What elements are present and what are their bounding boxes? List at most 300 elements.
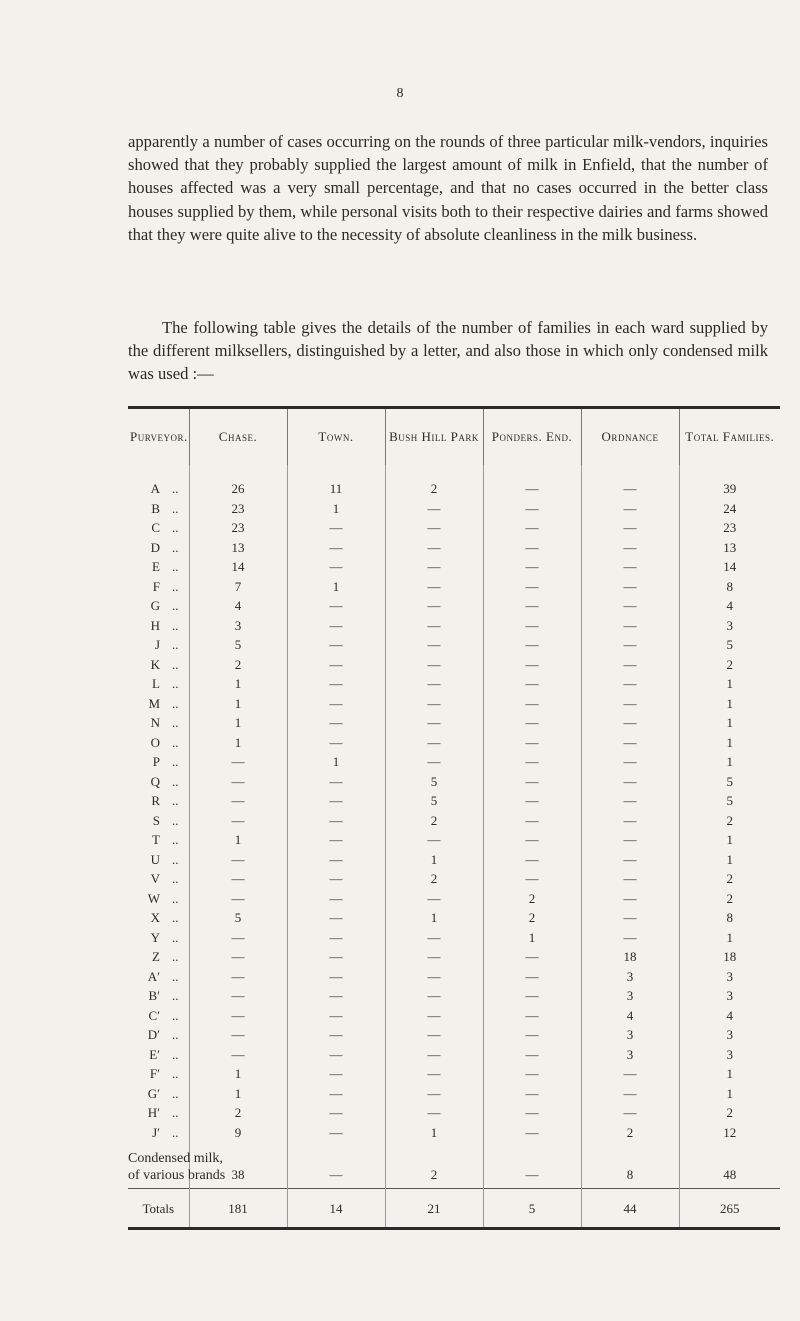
- value-cell: —: [385, 557, 483, 577]
- value-cell: —: [189, 850, 287, 870]
- value-cell: 3: [679, 1045, 780, 1065]
- value-cell: —: [581, 1103, 679, 1123]
- purveyor-letter: J′: [152, 1124, 160, 1140]
- value-cell: 2: [679, 869, 780, 889]
- leader-dots: ..: [172, 1007, 179, 1023]
- purveyor-letter: J: [154, 637, 160, 653]
- leader-dots: ..: [172, 793, 179, 809]
- leader-dots: ..: [172, 559, 179, 575]
- purveyor-cell: [128, 967, 189, 987]
- value-cell: —: [287, 772, 385, 792]
- value-cell: —: [189, 889, 287, 909]
- value-cell: —: [385, 947, 483, 967]
- value-cell: —: [287, 694, 385, 714]
- value-cell: 1: [287, 499, 385, 519]
- value-cell: —: [483, 557, 581, 577]
- purveyor-cell: [128, 869, 189, 889]
- value-cell: 2: [679, 889, 780, 909]
- table-row: [128, 947, 780, 967]
- total-cell: 44: [581, 1189, 679, 1228]
- value-cell: —: [483, 1084, 581, 1104]
- value-cell: 5: [189, 908, 287, 928]
- leader-dots: ..: [172, 656, 179, 672]
- table-body: [128, 465, 780, 1227]
- value-cell: 8: [581, 1142, 679, 1189]
- value-cell: —: [287, 1123, 385, 1143]
- value-cell: —: [483, 752, 581, 772]
- table-row: [128, 850, 780, 870]
- table-row: [128, 811, 780, 831]
- value-cell: 1: [189, 713, 287, 733]
- value-cell: —: [189, 772, 287, 792]
- value-cell: 1: [679, 928, 780, 948]
- leader-dots: ..: [172, 481, 179, 497]
- purveyor-letter: V: [150, 871, 160, 887]
- value-cell: —: [581, 655, 679, 675]
- value-cell: 5: [385, 772, 483, 792]
- value-cell: —: [483, 811, 581, 831]
- leader-dots: ..: [172, 1105, 179, 1121]
- value-cell: —: [581, 733, 679, 753]
- milk-purveyor-table: [128, 406, 780, 1230]
- value-cell: 4: [679, 596, 780, 616]
- purveyor-cell: [128, 1084, 189, 1104]
- value-cell: —: [581, 811, 679, 831]
- purveyor-letter: A: [150, 481, 160, 497]
- value-cell: 9: [189, 1123, 287, 1143]
- value-cell: 3: [581, 986, 679, 1006]
- leader-dots: ..: [172, 929, 179, 945]
- value-cell: —: [287, 674, 385, 694]
- value-cell: 2: [385, 465, 483, 499]
- purveyor-letter: A′: [147, 968, 160, 984]
- purveyor-letter: M: [148, 695, 160, 711]
- value-cell: —: [287, 986, 385, 1006]
- value-cell: —: [287, 1025, 385, 1045]
- purveyor-cell: [128, 830, 189, 850]
- purveyor-letter: Q: [150, 773, 160, 789]
- purveyor-cell: [128, 518, 189, 538]
- header-chase: Chase.: [189, 409, 287, 465]
- value-cell: —: [287, 889, 385, 909]
- value-cell: —: [581, 713, 679, 733]
- total-cell: 5: [483, 1189, 581, 1228]
- value-cell: —: [385, 674, 483, 694]
- value-cell: 1: [679, 752, 780, 772]
- leader-dots: ..: [172, 832, 179, 848]
- value-cell: —: [581, 635, 679, 655]
- leader-dots: ..: [172, 676, 179, 692]
- value-cell: —: [287, 1084, 385, 1104]
- value-cell: —: [287, 791, 385, 811]
- value-cell: —: [385, 1064, 483, 1084]
- table-row: [128, 772, 780, 792]
- value-cell: 5: [189, 635, 287, 655]
- table-header-row: [128, 409, 780, 465]
- table-row: [128, 538, 780, 558]
- leader-dots: ..: [172, 695, 179, 711]
- value-cell: —: [581, 889, 679, 909]
- value-cell: 2: [189, 1103, 287, 1123]
- value-cell: —: [189, 869, 287, 889]
- value-cell: —: [189, 947, 287, 967]
- value-cell: —: [287, 1006, 385, 1026]
- purveyor-letter: F′: [149, 1066, 160, 1082]
- table-row: [128, 986, 780, 1006]
- value-cell: 3: [679, 967, 780, 987]
- purveyor-cell: [128, 635, 189, 655]
- table-row: [128, 694, 780, 714]
- value-cell: 5: [679, 772, 780, 792]
- leader-dots: ..: [172, 890, 179, 906]
- paragraph-1: apparently a number of cases occurring on the rounds of three particular milk-vendors, inquiries showed that they probably supplied the largest amount of milk in Enfield, that the number of houses affected was a very small percentage, and that no cases occurred in the better class houses supplied by them, while personal visits both to their respective dairies and farms showed that they were quite alive to the necessity of absolute cleanliness in the milk business.: [128, 132, 768, 244]
- value-cell: —: [287, 1064, 385, 1084]
- value-cell: —: [581, 518, 679, 538]
- value-cell: 7: [189, 577, 287, 597]
- value-cell: 4: [679, 1006, 780, 1026]
- value-cell: 1: [679, 1084, 780, 1104]
- purveyor-letter: D: [150, 539, 160, 555]
- value-cell: 23: [189, 499, 287, 519]
- table-row: [128, 791, 780, 811]
- value-cell: 1: [679, 1064, 780, 1084]
- value-cell: —: [385, 577, 483, 597]
- purveyor-cell: [128, 655, 189, 675]
- value-cell: 1: [679, 733, 780, 753]
- value-cell: —: [581, 674, 679, 694]
- table-row: [128, 713, 780, 733]
- table-row: [128, 1103, 780, 1123]
- purveyor-letter: C: [151, 520, 160, 536]
- purveyor-letter: U: [150, 851, 160, 867]
- condensed-milk-row: [128, 1142, 780, 1189]
- value-cell: 5: [385, 791, 483, 811]
- total-cell: 21: [385, 1189, 483, 1228]
- purveyor-cell: [128, 811, 189, 831]
- value-cell: 3: [679, 986, 780, 1006]
- value-cell: 2: [581, 1123, 679, 1143]
- value-cell: —: [483, 616, 581, 636]
- value-cell: —: [287, 1142, 385, 1189]
- purveyor-letter: S: [152, 812, 160, 828]
- purveyor-letter: P: [152, 754, 160, 770]
- value-cell: 1: [679, 713, 780, 733]
- value-cell: 2: [189, 655, 287, 675]
- table-row: [128, 1045, 780, 1065]
- totals-label: Totals: [128, 1189, 189, 1228]
- value-cell: —: [385, 1045, 483, 1065]
- leader-dots: ..: [172, 812, 179, 828]
- value-cell: —: [385, 518, 483, 538]
- value-cell: 48: [679, 1142, 780, 1189]
- value-cell: —: [287, 538, 385, 558]
- value-cell: 3: [581, 1025, 679, 1045]
- value-cell: —: [287, 947, 385, 967]
- leader-dots: ..: [172, 773, 179, 789]
- value-cell: —: [581, 772, 679, 792]
- purveyor-letter: H: [150, 617, 160, 633]
- value-cell: —: [385, 889, 483, 909]
- value-cell: 3: [189, 616, 287, 636]
- value-cell: —: [385, 1103, 483, 1123]
- table-row: [128, 967, 780, 987]
- value-cell: —: [189, 967, 287, 987]
- table-row: [128, 869, 780, 889]
- leader-dots: ..: [172, 1066, 179, 1082]
- value-cell: —: [189, 791, 287, 811]
- table-row: [128, 518, 780, 538]
- purveyor-cell: [128, 499, 189, 519]
- value-cell: —: [483, 1045, 581, 1065]
- value-cell: —: [385, 655, 483, 675]
- value-cell: —: [581, 928, 679, 948]
- value-cell: 1: [679, 674, 780, 694]
- value-cell: 1: [287, 577, 385, 597]
- condensed-label-line-2: of various brands: [128, 1168, 226, 1183]
- leader-dots: ..: [172, 637, 179, 653]
- value-cell: —: [385, 752, 483, 772]
- totals-row: [128, 1189, 780, 1228]
- value-cell: —: [385, 830, 483, 850]
- value-cell: —: [385, 713, 483, 733]
- purveyor-cell: [128, 772, 189, 792]
- value-cell: —: [483, 596, 581, 616]
- purveyor-cell: [128, 947, 189, 967]
- table-row: [128, 616, 780, 636]
- purveyor-cell: [128, 596, 189, 616]
- purveyor-letter: O: [150, 734, 160, 750]
- value-cell: 2: [483, 908, 581, 928]
- header-purveyor: Purveyor.: [130, 429, 188, 444]
- leader-dots: ..: [172, 520, 179, 536]
- value-cell: —: [189, 1045, 287, 1065]
- value-cell: —: [483, 733, 581, 753]
- table-row: [128, 889, 780, 909]
- value-cell: 8: [679, 577, 780, 597]
- value-cell: —: [189, 811, 287, 831]
- value-cell: —: [385, 986, 483, 1006]
- value-cell: —: [385, 928, 483, 948]
- value-cell: 11: [287, 465, 385, 499]
- purveyor-letter: E′: [149, 1046, 160, 1062]
- value-cell: —: [385, 499, 483, 519]
- value-cell: —: [189, 1025, 287, 1045]
- value-cell: —: [483, 1006, 581, 1026]
- value-cell: —: [287, 850, 385, 870]
- value-cell: 2: [385, 869, 483, 889]
- table-row: [128, 655, 780, 675]
- page-number: 8: [396, 86, 404, 101]
- purveyor-cell: [128, 986, 189, 1006]
- value-cell: —: [581, 577, 679, 597]
- value-cell: —: [483, 830, 581, 850]
- value-cell: —: [483, 499, 581, 519]
- value-cell: —: [287, 967, 385, 987]
- table-row: [128, 1123, 780, 1143]
- value-cell: 18: [581, 947, 679, 967]
- table-row: [128, 596, 780, 616]
- purveyor-cell: [128, 850, 189, 870]
- table-row: [128, 1064, 780, 1084]
- leader-dots: ..: [172, 949, 179, 965]
- header-ponders-end: Ponders. End.: [483, 409, 581, 465]
- table-row: [128, 557, 780, 577]
- value-cell: —: [385, 538, 483, 558]
- leader-dots: ..: [172, 734, 179, 750]
- value-cell: —: [483, 947, 581, 967]
- value-cell: 2: [385, 1142, 483, 1189]
- value-cell: —: [483, 655, 581, 675]
- value-cell: —: [581, 694, 679, 714]
- leader-dots: ..: [172, 754, 179, 770]
- value-cell: 14: [189, 557, 287, 577]
- value-cell: 1: [189, 830, 287, 850]
- value-cell: —: [189, 986, 287, 1006]
- value-cell: —: [581, 499, 679, 519]
- table-row: [128, 1084, 780, 1104]
- value-cell: —: [581, 1064, 679, 1084]
- table-row: [128, 733, 780, 753]
- value-cell: 1: [189, 1064, 287, 1084]
- value-cell: —: [483, 713, 581, 733]
- value-cell: —: [581, 752, 679, 772]
- value-cell: 1: [679, 830, 780, 850]
- value-cell: 38: [189, 1142, 287, 1189]
- purveyor-cell: [128, 733, 189, 753]
- value-cell: 1: [189, 694, 287, 714]
- purveyor-letter: B′: [148, 988, 160, 1004]
- condensed-milk-label: [128, 1142, 226, 1189]
- purveyor-letter: F: [152, 578, 160, 594]
- leader-dots: ..: [172, 871, 179, 887]
- value-cell: —: [581, 616, 679, 636]
- value-cell: —: [483, 577, 581, 597]
- value-cell: 2: [679, 655, 780, 675]
- purveyor-letter: D′: [147, 1027, 160, 1043]
- value-cell: —: [287, 908, 385, 928]
- value-cell: —: [581, 596, 679, 616]
- value-cell: 3: [581, 967, 679, 987]
- value-cell: 39: [679, 465, 780, 499]
- value-cell: —: [483, 465, 581, 499]
- value-cell: —: [581, 830, 679, 850]
- leader-dots: ..: [172, 715, 179, 731]
- table-row: [128, 1025, 780, 1045]
- purveyor-cell: [128, 538, 189, 558]
- leader-dots: ..: [172, 910, 179, 926]
- value-cell: —: [287, 733, 385, 753]
- value-cell: 8: [679, 908, 780, 928]
- purveyor-letter: G: [150, 598, 160, 614]
- value-cell: 2: [679, 1103, 780, 1123]
- value-cell: 1: [189, 1084, 287, 1104]
- value-cell: —: [581, 538, 679, 558]
- leader-dots: ..: [172, 578, 179, 594]
- purveyor-cell: [128, 1006, 189, 1026]
- value-cell: —: [581, 850, 679, 870]
- value-cell: —: [483, 967, 581, 987]
- value-cell: —: [483, 1103, 581, 1123]
- value-cell: 1: [385, 850, 483, 870]
- leader-dots: ..: [172, 617, 179, 633]
- total-cell: 265: [679, 1189, 780, 1228]
- purveyor-cell: [128, 713, 189, 733]
- purveyor-cell: [128, 1123, 189, 1143]
- value-cell: 3: [679, 1025, 780, 1045]
- purveyor-cell: [128, 1025, 189, 1045]
- value-cell: —: [385, 694, 483, 714]
- value-cell: 4: [581, 1006, 679, 1026]
- value-cell: —: [483, 518, 581, 538]
- purveyor-cell: [128, 1103, 189, 1123]
- purveyor-letter: H′: [147, 1105, 160, 1121]
- purveyor-cell: [128, 1045, 189, 1065]
- value-cell: —: [287, 713, 385, 733]
- table-row: [128, 577, 780, 597]
- value-cell: 4: [189, 596, 287, 616]
- leader-dots: ..: [172, 1124, 179, 1140]
- value-cell: —: [483, 1123, 581, 1143]
- purveyor-letter: Y: [150, 929, 160, 945]
- value-cell: —: [483, 772, 581, 792]
- table-row: [128, 674, 780, 694]
- purveyor-letter: B: [151, 500, 160, 516]
- value-cell: 5: [679, 791, 780, 811]
- value-cell: —: [287, 928, 385, 948]
- value-cell: —: [287, 616, 385, 636]
- value-cell: 13: [189, 538, 287, 558]
- value-cell: —: [287, 596, 385, 616]
- table-row: [128, 908, 780, 928]
- value-cell: —: [581, 791, 679, 811]
- table-row: [128, 928, 780, 948]
- leader-dots: ..: [172, 968, 179, 984]
- value-cell: —: [483, 1025, 581, 1045]
- value-cell: —: [483, 538, 581, 558]
- total-cell: 14: [287, 1189, 385, 1228]
- value-cell: —: [483, 869, 581, 889]
- value-cell: —: [385, 1025, 483, 1045]
- value-cell: 5: [679, 635, 780, 655]
- leader-dots: ..: [172, 988, 179, 1004]
- value-cell: 13: [679, 538, 780, 558]
- value-cell: —: [483, 1142, 581, 1189]
- purveyor-letter: N: [150, 715, 160, 731]
- value-cell: 23: [679, 518, 780, 538]
- leader-dots: ..: [172, 851, 179, 867]
- purveyor-cell: [128, 557, 189, 577]
- value-cell: —: [581, 465, 679, 499]
- purveyor-letter: L: [152, 676, 160, 692]
- value-cell: —: [287, 811, 385, 831]
- value-cell: 24: [679, 499, 780, 519]
- value-cell: —: [385, 733, 483, 753]
- value-cell: —: [581, 557, 679, 577]
- value-cell: 26: [189, 465, 287, 499]
- purveyor-letter: E: [152, 559, 160, 575]
- value-cell: —: [483, 635, 581, 655]
- header-bush-hill-park: Bush Hill Park: [385, 409, 483, 465]
- value-cell: 1: [287, 752, 385, 772]
- purveyor-cell: [128, 908, 189, 928]
- header-ordnance: Ordnance: [581, 409, 679, 465]
- leader-dots: ..: [172, 500, 179, 516]
- table-bottom-rule: [128, 1227, 780, 1230]
- value-cell: —: [581, 908, 679, 928]
- value-cell: —: [287, 655, 385, 675]
- value-cell: —: [581, 869, 679, 889]
- leader-dots: ..: [172, 598, 179, 614]
